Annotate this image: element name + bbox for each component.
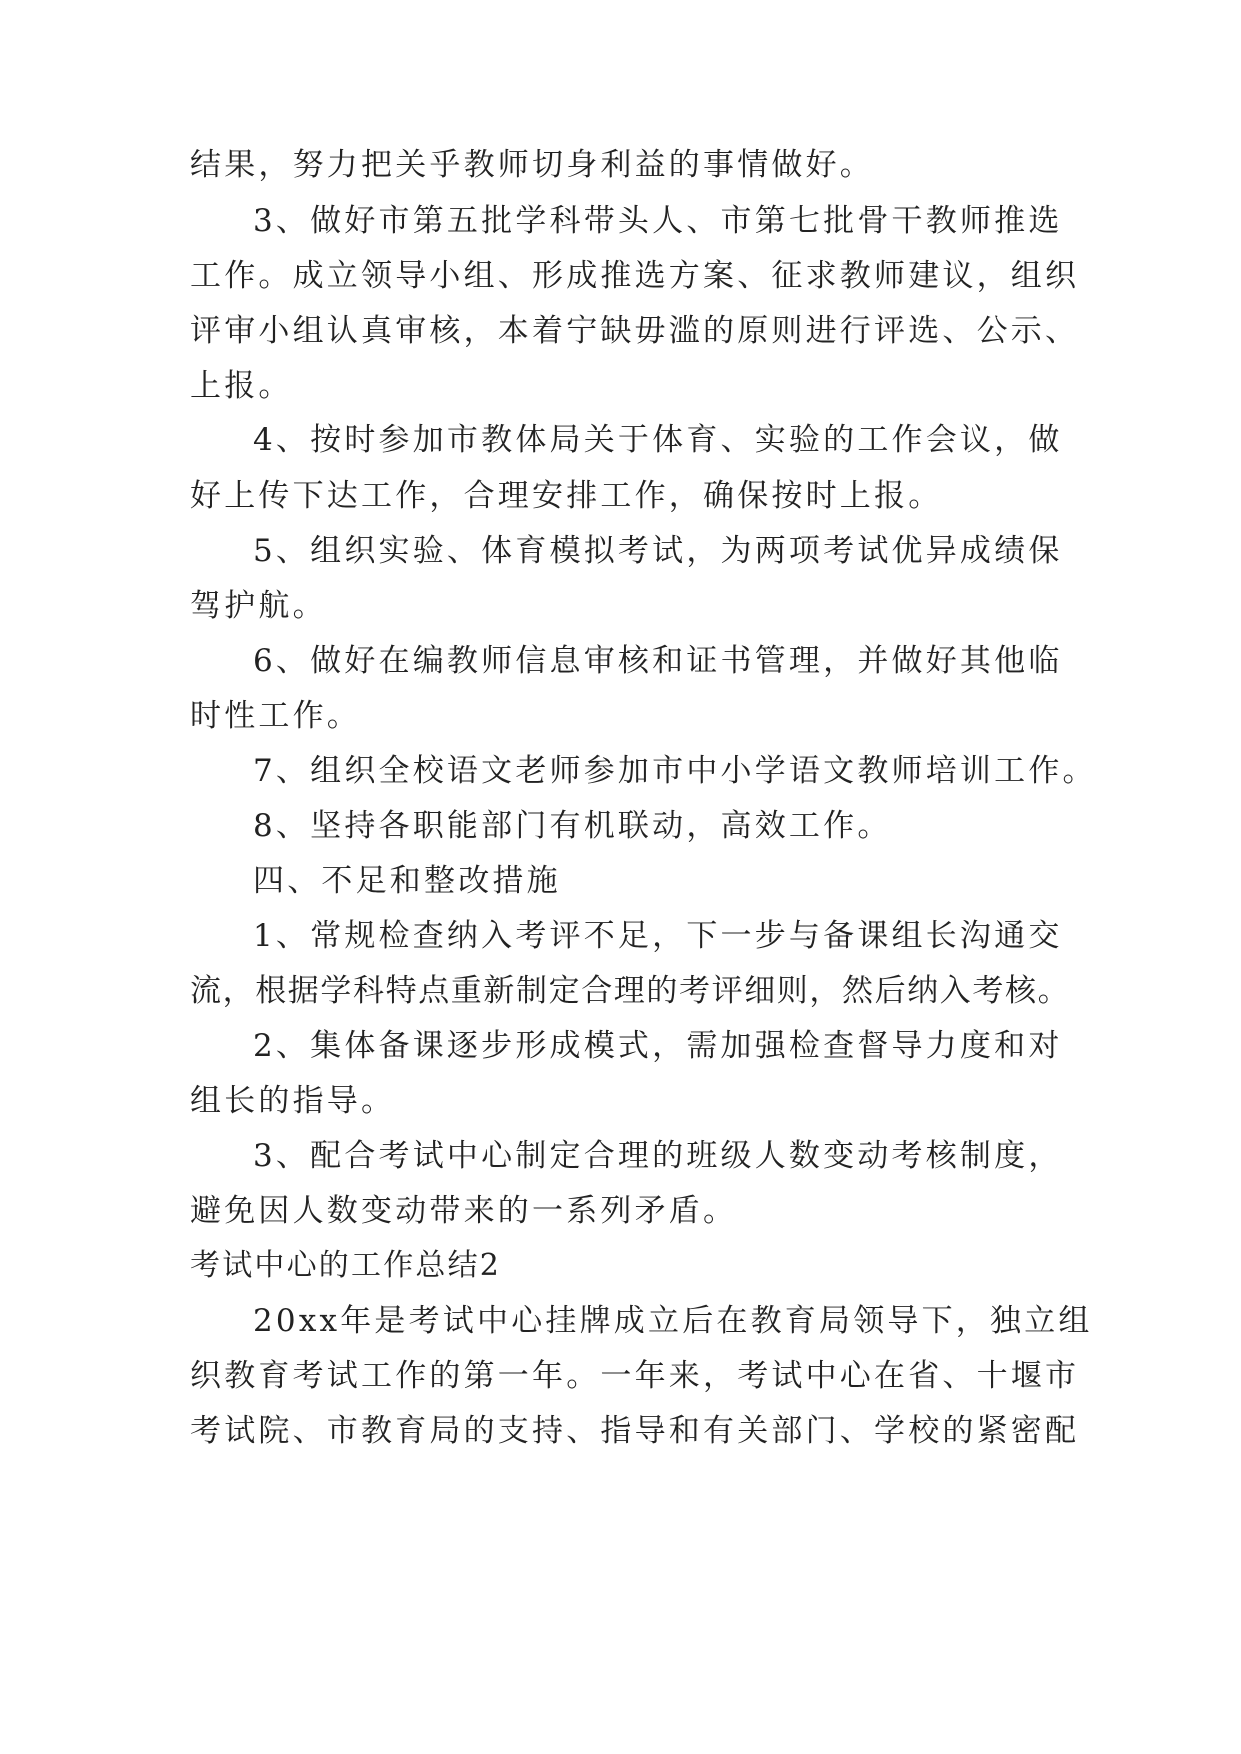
paragraph-line: 工作。成立领导小组、形成推选方案、征求教师建议，组织 [190, 258, 1080, 294]
paragraph-line: 6、做好在编教师信息审核和证书管理，并做好其他临 [253, 643, 1063, 679]
paragraph-line: 织教育考试工作的第一年。一年来，考试中心在省、十堰市 [190, 1358, 1080, 1394]
paragraph-line: 避免因人数变动带来的一系列矛盾。 [190, 1193, 738, 1229]
paragraph-line: 5、组织实验、体育模拟考试，为两项考试优异成绩保 [253, 533, 1063, 569]
paragraph-line: 3、配合考试中心制定合理的班级人数变动考核制度， [253, 1138, 1063, 1174]
paragraph-line: 1、常规检查纳入考评不足，下一步与备课组长沟通交 [253, 918, 1063, 954]
paragraph-line: 驾护航。 [190, 588, 327, 624]
paragraph-line: 2、集体备课逐步形成模式，需加强检查督导力度和对 [253, 1028, 1063, 1064]
paragraph-line: 4、按时参加市教体局关于体育、实验的工作会议，做 [253, 422, 1063, 458]
paragraph-line: 20xx年是考试中心挂牌成立后在教育局领导下，独立组 [253, 1303, 1093, 1339]
paragraph-line: 好上传下达工作，合理安排工作，确保按时上报。 [190, 478, 943, 514]
paragraph-line: 评审小组认真审核，本着宁缺毋滥的原则进行评选、公示、 [190, 313, 1080, 349]
paragraph-line: 上报。 [190, 368, 293, 404]
paragraph-line: 组长的指导。 [190, 1083, 396, 1119]
section-heading: 四、不足和整改措施 [253, 863, 561, 899]
paragraph-line: 时性工作。 [190, 698, 361, 734]
paragraph-line: 结果，努力把关乎教师切身利益的事情做好。 [190, 147, 874, 183]
paragraph-line: 考试院、市教育局的支持、指导和有关部门、学校的紧密配 [190, 1413, 1080, 1449]
document-title: 考试中心的工作总结2 [190, 1248, 502, 1283]
paragraph-line: 3、做好市第五批学科带头人、市第七批骨干教师推选 [253, 203, 1063, 239]
paragraph-line: 流，根据学科特点重新制定合理的考评细则，然后纳入考核。 [190, 973, 1071, 1009]
paragraph-line: 8、坚持各职能部门有机联动，高效工作。 [253, 808, 892, 844]
paragraph-line: 7、组织全校语文老师参加市中小学语文教师培训工作。 [253, 753, 1097, 789]
